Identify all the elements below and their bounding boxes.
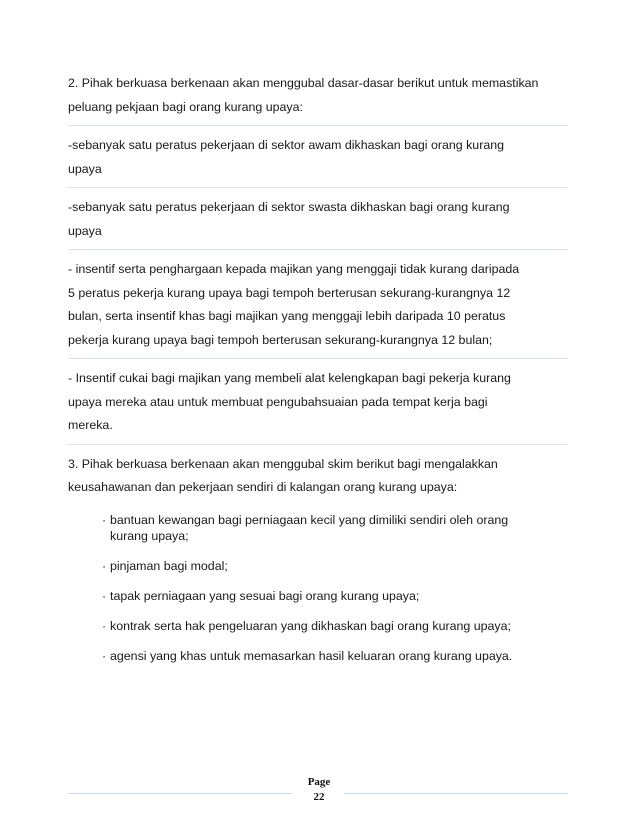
footer-rule-left <box>68 793 292 794</box>
footer-rule-right <box>344 793 568 794</box>
text-line: 3. Pihak berkuasa berkenaan akan menggubal skim berikut bagi mengalakkan <box>68 456 498 471</box>
bullet-marker: · <box>102 588 107 603</box>
list-item <box>102 558 568 574</box>
bullet-marker: · <box>102 648 107 663</box>
text-line: kontrak serta hak pengeluaran yang dikhaskan bagi orang kurang upaya; <box>110 618 511 633</box>
paragraph-public-sector <box>68 134 568 181</box>
page-label: Page <box>307 776 331 788</box>
bullet-marker: · <box>102 618 107 633</box>
paragraph-policy-intro <box>68 72 568 119</box>
page-number-box <box>298 775 340 805</box>
text-line: mereka. <box>68 418 113 432</box>
page-footer <box>68 775 568 815</box>
list-item-text <box>110 618 511 634</box>
paragraph-private-sector <box>68 196 568 243</box>
text-line: pekerja kurang upaya bagi tempoh berterusan sekurang-kurangnya 12 bulan; <box>68 332 493 347</box>
paragraph-divider <box>68 249 568 250</box>
page-number: 22 <box>313 791 325 803</box>
paragraph-employer-incentive <box>68 258 568 352</box>
list-item-text <box>110 558 228 574</box>
text-line: agensi yang khas untuk memasarkan hasil keluaran orang kurang upaya. <box>110 648 513 663</box>
bullet-marker: · <box>102 512 107 527</box>
paragraph-divider <box>68 358 568 359</box>
list-item-text <box>110 512 508 544</box>
list-item <box>102 618 568 634</box>
paragraph-divider <box>68 444 568 445</box>
page-content <box>68 72 568 678</box>
text-line: bantuan kewangan bagi perniagaan kecil yang dimiliki sendiri oleh orang <box>110 512 509 527</box>
text-line: 2. Pihak berkuasa berkenaan akan menggubal dasar-dasar berikut untuk memastikan <box>68 76 539 90</box>
bullet-marker: · <box>102 558 107 573</box>
text-line: upaya <box>68 161 102 176</box>
text-line: - insentif serta penghargaan kepada majikan yang menggaji tidak kurang daripada <box>68 262 520 276</box>
text-line: upaya <box>68 223 102 238</box>
paragraph-divider <box>68 187 568 188</box>
text-line: 5 peratus pekerja kurang upaya bagi tempoh berterusan sekurang-kurangnya 12 <box>68 285 511 300</box>
list-item-text <box>110 648 512 664</box>
paragraph-divider <box>68 125 568 126</box>
paragraph-tax-incentive <box>68 367 568 438</box>
text-line: upaya mereka atau untuk membuat pengubahsuaian pada tempat kerja bagi <box>68 394 488 409</box>
text-line: keusahawanan dan pekerjaan sendiri di kalangan orang kurang upaya: <box>68 480 458 494</box>
text-line: -sebanyak satu peratus pekerjaan di sektor awam dikhaskan bagi orang kurang <box>68 138 504 152</box>
text-line: pinjaman bagi modal; <box>110 558 228 573</box>
list-item <box>102 648 568 664</box>
list-item <box>102 588 568 604</box>
text-line: - Insentif cukai bagi majikan yang membeli alat kelengkapan bagi pekerja kurang <box>68 371 511 385</box>
paragraph-entrepreneurship <box>68 453 568 500</box>
list-item <box>102 512 568 544</box>
bullet-list <box>68 512 568 664</box>
text-line: -sebanyak satu peratus pekerjaan di sektor swasta dikhaskan bagi orang kurang <box>68 200 510 214</box>
list-item-text <box>110 588 419 604</box>
text-line: peluang pekjaan bagi orang kurang upaya: <box>68 99 303 114</box>
text-line: tapak perniagaan yang sesuai bagi orang kurang upaya; <box>110 588 420 603</box>
text-line: kurang upaya; <box>110 528 189 543</box>
text-line: bulan, serta insentif khas bagi majikan yang menggaji lebih daripada 10 peratus <box>68 309 506 323</box>
